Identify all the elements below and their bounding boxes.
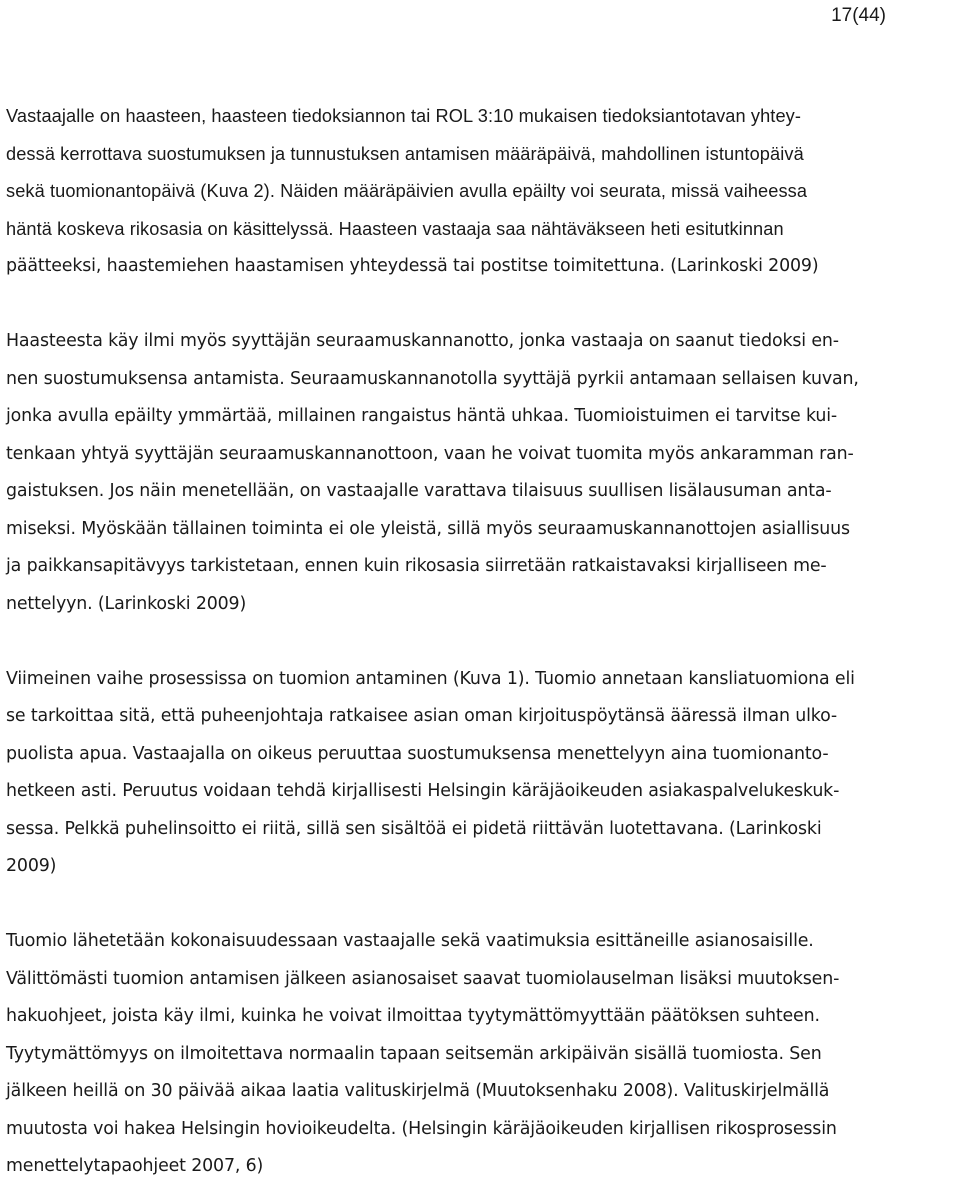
paragraph-line: hetkeen asti. Peruutus voidaan tehdä kirjallisesti Helsingin käräjäoikeuden asiakaspalvelukeskuk- <box>6 781 840 801</box>
paragraph-line: Viimeinen vaihe prosessissa on tuomion antaminen (Kuva 1). Tuomio annetaan kansliatuomiona eli <box>6 668 855 689</box>
paragraph-line: gaistuksen. Jos näin menetellään, on vastaajalle varattava tilaisuus suullisen lisälausuman anta- <box>6 481 832 501</box>
paragraph-line: jonka avulla epäilty ymmärtää, millainen rangaistus häntä uhkaa. Tuomioistuimen ei tarvitse kui- <box>6 406 838 426</box>
paragraph-line: nettelyyn. (Larinkoski 2009) <box>6 593 247 614</box>
paragraph-line: jälkeen heillä on 30 päivää aikaa laatia valituskirjelmä (Muutoksenhaku 2008). Valituskirjelmällä <box>6 1081 830 1101</box>
paragraph-line: muutosta voi hakea Helsingin hovioikeudelta. (Helsingin käräjäoikeuden kirjallisen rikosprosessin <box>6 1118 837 1139</box>
document-body <box>6 98 952 1186</box>
paragraph-line: tenkaan yhtyä syyttäjän seuraamuskannanottoon, vaan he voivat tuomita myös ankaramman ran- <box>6 443 854 464</box>
paragraph-line: se tarkoittaa sitä, että puheenjohtaja ratkaisee asian oman kirjoituspöytänsä ääressä ilman ulko- <box>6 706 838 726</box>
paragraph-line: Haasteesta käy ilmi myös syyttäjän seuraamuskannanotto, jonka vastaaja on saanut tiedoksi en- <box>6 331 839 351</box>
paragraph-line: Vastaajalle on haasteen, haasteen tiedoksiannon tai ROL 3:10 mukaisen tiedoksiantotavan yhtey- <box>6 106 802 126</box>
paragraph-line: Tyytymättömyys on ilmoitettava normaalin tapaan seitsemän arkipäivän sisällä tuomiosta. Sen <box>6 1043 822 1064</box>
paragraph-2 <box>6 323 952 623</box>
paragraph-line: hakuohjeet, joista käy ilmi, kuinka he voivat ilmoittaa tyytymättömyyttään päätöksen suhteen. <box>6 1006 820 1026</box>
paragraph-line: sekä tuomionantopäivä (Kuva 2). Näiden määräpäivien avulla epäilty voi seurata, missä vaiheessa <box>6 181 808 201</box>
paragraph-line: Tuomio lähetetään kokonaisuudessaan vastaajalle sekä vaatimuksia esittäneille asianosaisille. <box>6 931 814 951</box>
paragraph-line: dessä kerrottava suostumuksen ja tunnustuksen antamisen määräpäivä, mahdollinen istuntopäivä <box>6 143 804 164</box>
paragraph-line: nen suostumuksensa antamista. Seuraamuskannanotolla syyttäjä pyrkii antamaan sellaisen kuvan, <box>6 368 859 389</box>
paragraph-1 <box>6 98 952 286</box>
paragraph-spacer <box>6 623 952 661</box>
paragraph-line: puolista apua. Vastaajalla on oikeus peruuttaa suostumuksensa menettelyyn aina tuomionanto- <box>6 743 829 764</box>
paragraph-line: ja paikkansapitävyys tarkistetaan, ennen kuin rikosasia siirretään ratkaistavaksi kirjalliseen me- <box>6 556 827 576</box>
paragraph-line: 2009) <box>6 856 57 876</box>
paragraph-line: häntä koskeva rikosasia on käsittelyssä. Haasteen vastaaja saa nähtäväkseen heti esitutkinnan <box>6 218 784 239</box>
paragraph-line: sessa. Pelkkä puhelinsoitto ei riitä, sillä sen sisältöä ei pidetä riittävän luotettavana. (Larinkoski <box>6 818 822 839</box>
paragraph-3 <box>6 661 952 886</box>
paragraph-line: menettelytapaohjeet 2007, 6) <box>6 1156 264 1176</box>
paragraph-4 <box>6 923 952 1186</box>
paragraph-spacer <box>6 286 952 324</box>
paragraph-line: päätteeksi, haastemiehen haastamisen yhteydessä tai postitse toimitettuna. (Larinkoski 2009) <box>6 256 819 276</box>
paragraph-line: Välittömästi tuomion antamisen jälkeen asianosaiset saavat tuomiolauselman lisäksi muutoksen- <box>6 968 840 989</box>
paragraph-line: miseksi. Myöskään tällainen toiminta ei ole yleistä, sillä myös seuraamuskannanottojen asiallisuus <box>6 518 850 539</box>
paragraph-spacer <box>6 886 952 924</box>
page-number: 17(44) <box>831 5 886 26</box>
